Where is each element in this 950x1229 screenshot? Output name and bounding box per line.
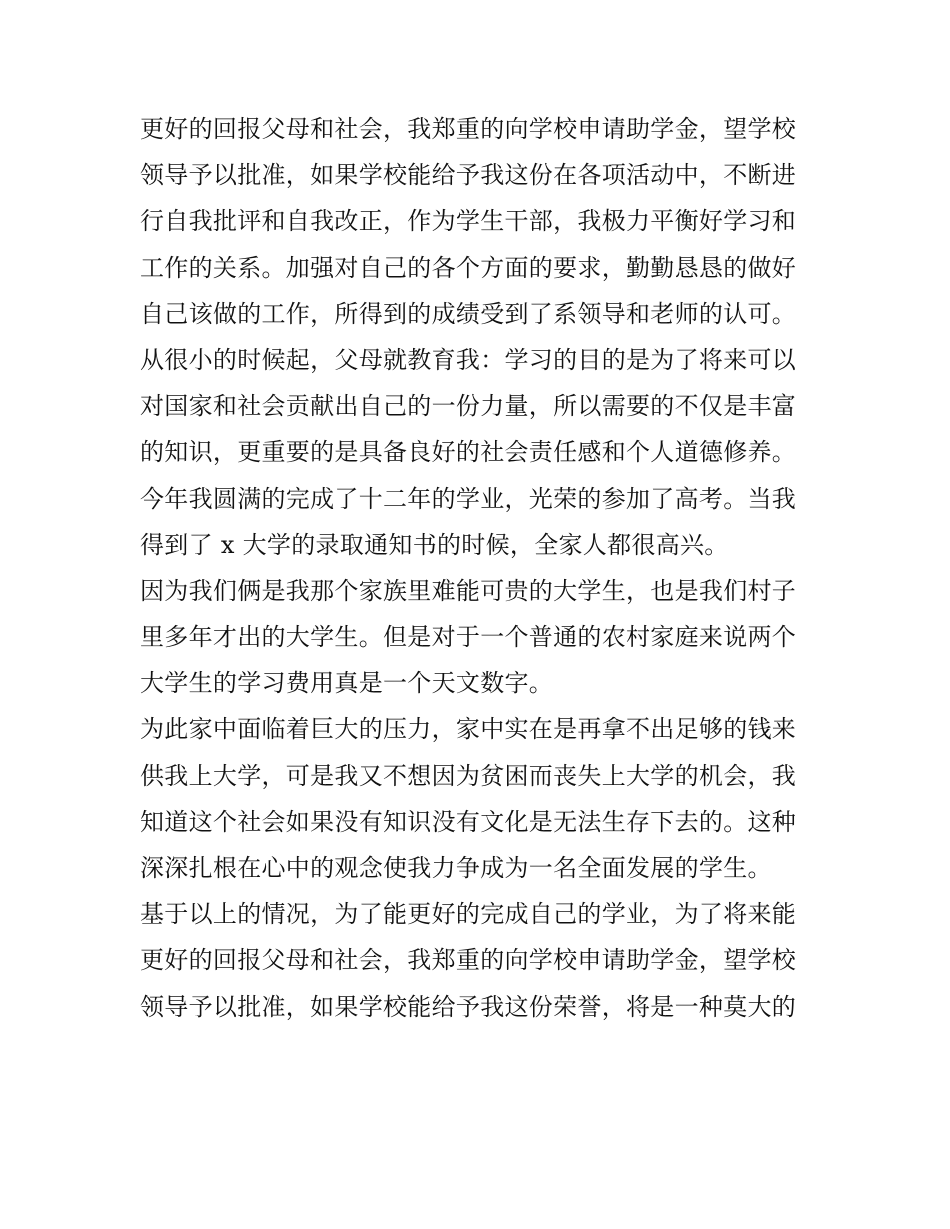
text-line: 基于以上的情况，为了能更好的完成自己的学业，为了将来能 <box>140 900 797 929</box>
text-line: 知道这个社会如果没有知识没有文化是无法生存下去的。这种 <box>140 807 797 836</box>
text-line: 因为我们俩是我那个家族里难能可贵的大学生，也是我们村子 <box>140 576 797 605</box>
text-line: 领导予以批准，如果学校能给予我这份在各项活动中，不断进 <box>140 161 797 190</box>
document-body <box>140 106 830 1030</box>
text-line: 今年我圆满的完成了十二年的学业，光荣的参加了高考。当我 <box>140 484 797 513</box>
text-line: 大学生的学习费用真是一个天文数字。 <box>140 669 554 698</box>
text-line: 供我上大学，可是我又不想因为贫困而丧失上大学的机会，我 <box>140 761 797 790</box>
text-line: 的知识，更重要的是具备良好的社会责任感和个人道德修养。 <box>140 438 797 467</box>
text-line: 从很小的时候起，父母就教育我：学习的目的是为了将来可以 <box>140 345 797 374</box>
text-line: 工作的关系。加强对自己的各个方面的要求，勤勤恳恳的做好 <box>140 253 797 282</box>
text-line: 领导予以批准，如果学校能给予我这份荣誉，将是一种莫大的 <box>140 992 797 1021</box>
text-line: 里多年才出的大学生。但是对于一个普通的农村家庭来说两个 <box>140 623 797 652</box>
text-line: 更好的回报父母和社会，我郑重的向学校申请助学金，望学校 <box>140 946 797 975</box>
text-line: 自己该做的工作，所得到的成绩受到了系领导和老师的认可。 <box>140 299 797 328</box>
text-line: 得到了 x 大学的录取通知书的时候，全家人都很高兴。 <box>140 530 729 559</box>
text-line: 深深扎根在心中的观念使我力争成为一名全面发展的学生。 <box>140 854 772 882</box>
text-line: 更好的回报父母和社会，我郑重的向学校申请助学金，望学校 <box>140 115 797 143</box>
text-line: 对国家和社会贡献出自己的一份力量，所以需要的不仅是丰富 <box>140 392 797 421</box>
text-line: 为此家中面临着巨大的压力，家中实在是再拿不出足够的钱来 <box>140 715 797 744</box>
text-line: 行自我批评和自我改正，作为学生干部，我极力平衡好学习和 <box>140 207 797 236</box>
